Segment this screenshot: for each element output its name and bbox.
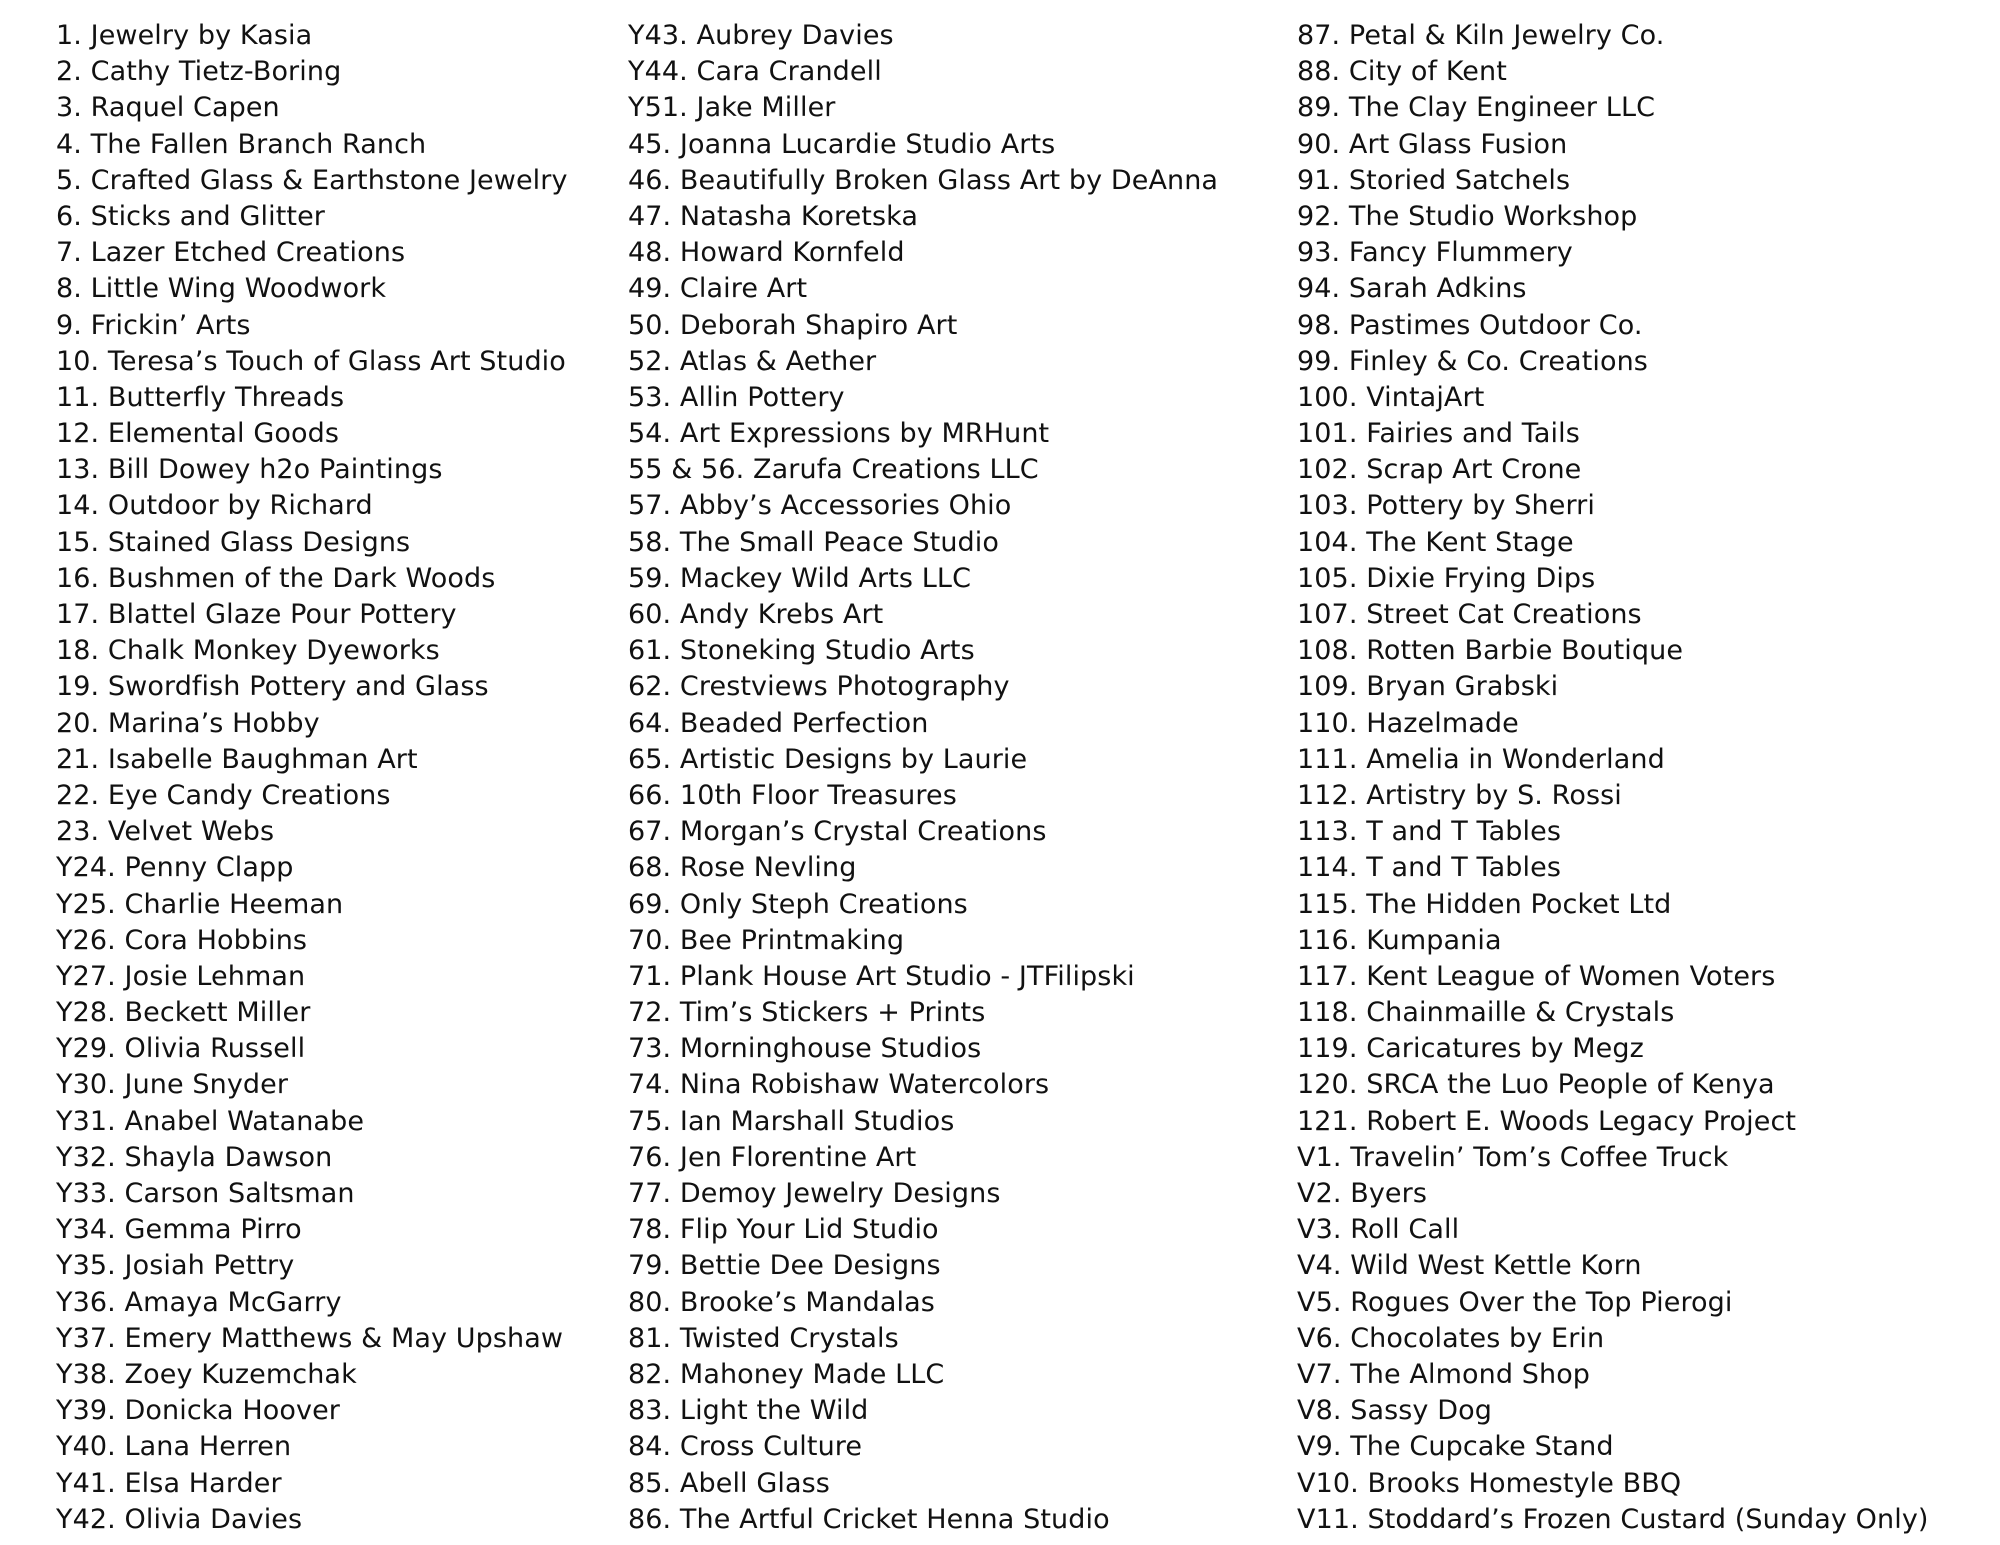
vendor-list-item: 54. Art Expressions by MRHunt [628, 418, 1050, 450]
vendor-list-item: 23. Velvet Webs [56, 816, 275, 848]
vendor-list-item: 57. Abby’s Accessories Ohio [628, 490, 1012, 522]
vendor-list-item: 52. Atlas & Aether [628, 345, 877, 377]
vendor-list-item: V6. Chocolates by Erin [1297, 1322, 1605, 1354]
vendor-list-item: 74. Nina Robishaw Watercolors [628, 1069, 1050, 1101]
vendor-list-item: Y24. Penny Clapp [56, 852, 294, 884]
vendor-list-item: 20. Marina’s Hobby [56, 707, 320, 739]
vendor-list-item: 119. Caricatures by Megz [1297, 1033, 1644, 1065]
vendor-list-item: 89. The Clay Engineer LLC [1297, 92, 1656, 124]
vendor-list-item: 45. Joanna Lucardie Studio Arts [628, 128, 1056, 160]
vendor-list-item: 21. Isabelle Baughman Art [56, 743, 418, 775]
vendor-list-item: 46. Beautifully Broken Glass Art by DeAnna [628, 164, 1219, 196]
vendor-list-item: 59. Mackey Wild Arts LLC [628, 562, 972, 594]
vendor-list-item: 11. Butterfly Threads [56, 381, 345, 413]
vendor-list-item: 61. Stoneking Studio Arts [628, 635, 975, 667]
vendor-list-item: 62. Crestviews Photography [628, 671, 1010, 703]
vendor-list-item: Y44. Cara Crandell [628, 56, 882, 88]
vendor-list-item: V10. Brooks Homestyle BBQ [1297, 1467, 1682, 1499]
vendor-list-item: 90. Art Glass Fusion [1297, 128, 1568, 160]
vendor-list-item: V8. Sassy Dog [1297, 1395, 1492, 1427]
vendor-list-item: 116. Kumpania [1297, 924, 1502, 956]
vendor-list-item: Y33. Carson Saltsman [56, 1178, 355, 1209]
vendor-list-item: 15. Stained Glass Designs [56, 526, 411, 558]
vendor-list-item: Y35. Josiah Pettry [56, 1250, 295, 1282]
vendor-list-item: 92. The Studio Workshop [1297, 200, 1638, 232]
vendor-list-item: 86. The Artful Cricket Henna Studio [628, 1503, 1110, 1535]
vendor-list-item: 64. Beaded Perfection [628, 707, 929, 739]
vendor-list-item: 105. Dixie Frying Dips [1297, 562, 1596, 594]
vendor-list-item: 6. Sticks and Glitter [56, 200, 325, 232]
vendor-list-item: 65. Artistic Designs by Laurie [628, 743, 1028, 775]
vendor-list-item: 81. Twisted Crystals [628, 1322, 899, 1354]
vendor-list-item: 110. Hazelmade [1297, 707, 1519, 739]
vendor-list-item: 94. Sarah Adkins [1297, 273, 1527, 305]
vendor-list-item: 68. Rose Nevling [628, 852, 857, 884]
vendor-list-item: Y51. Jake Miller [628, 92, 836, 124]
vendor-list-item: 72. Tim’s Stickers + Prints [628, 997, 986, 1029]
vendor-list-item: 19. Swordfish Pottery and Glass [56, 671, 489, 703]
vendor-list-item: Y42. Olivia Davies [56, 1503, 303, 1535]
vendor-list-item: Y39. Donicka Hoover [56, 1395, 341, 1427]
vendor-list-item: 22. Eye Candy Creations [56, 779, 391, 811]
vendor-list-item: 3. Raquel Capen [56, 92, 280, 124]
vendor-list-item: Y29. Olivia Russell [56, 1033, 306, 1065]
vendor-list-item: 117. Kent League of Women Voters [1297, 960, 1776, 992]
vendor-list-item: 103. Pottery by Sherri [1297, 490, 1595, 522]
vendor-list-item: 115. The Hidden Pocket Ltd [1297, 888, 1672, 920]
vendor-list-item: 71. Plank House Art Studio - JTFilipski [628, 960, 1135, 992]
vendor-list-item: Y31. Anabel Watanabe [56, 1105, 365, 1137]
vendor-list-item: V2. Byers [1297, 1178, 1427, 1209]
vendor-list-item: Y38. Zoey Kuzemchak [56, 1358, 357, 1390]
vendor-list-item: 114. T and T Tables [1297, 852, 1562, 884]
vendor-list-item: Y30. June Snyder [56, 1069, 289, 1101]
vendor-list-item: 4. The Fallen Branch Ranch [56, 128, 427, 160]
vendor-list-item: 58. The Small Peace Studio [628, 526, 1000, 558]
vendor-list-item: 108. Rotten Barbie Boutique [1297, 635, 1684, 667]
vendor-list-item: 55 & 56. Zarufa Creations LLC [628, 454, 1039, 486]
vendor-list-item: 75. Ian Marshall Studios [628, 1105, 955, 1137]
vendor-list-item: 118. Chainmaille & Crystals [1297, 997, 1675, 1029]
vendor-list-item: 5. Crafted Glass & Earthstone Jewelry [56, 164, 568, 196]
vendor-list-item: V3. Roll Call [1297, 1214, 1460, 1246]
vendor-list-item: 49. Claire Art [628, 273, 808, 305]
vendor-list-item: 48. Howard Kornfeld [628, 237, 905, 269]
vendor-list-item: 113. T and T Tables [1297, 816, 1562, 848]
vendor-list-item: 77. Demoy Jewelry Designs [628, 1178, 1001, 1209]
vendor-list-item: 83. Light the Wild [628, 1395, 869, 1427]
vendor-list-item: Y43. Aubrey Davies [628, 20, 894, 51]
vendor-list-item: 16. Bushmen of the Dark Woods [56, 562, 496, 594]
vendor-list-item: 53. Allin Pottery [628, 381, 845, 413]
vendor-list-item: 111. Amelia in Wonderland [1297, 743, 1665, 775]
vendor-list-item: 9. Frickin’ Arts [56, 309, 251, 341]
vendor-list-item: 88. City of Kent [1297, 56, 1507, 88]
vendor-list-item: 82. Mahoney Made LLC [628, 1358, 945, 1390]
vendor-list-item: V11. Stoddard’s Frozen Custard (Sunday Only) [1297, 1503, 1929, 1535]
vendor-list-column-2 [628, 18, 1218, 1538]
vendor-list-item: 104. The Kent Stage [1297, 526, 1574, 558]
vendor-list-item: 8. Little Wing Woodwork [56, 273, 387, 305]
vendor-list-item: V1. Travelin’ Tom’s Coffee Truck [1297, 1141, 1729, 1173]
vendor-list-item: 101. Fairies and Tails [1297, 418, 1580, 450]
vendor-list-item: 10. Teresa’s Touch of Glass Art Studio [56, 345, 566, 377]
vendor-list-item: 79. Bettie Dee Designs [628, 1250, 941, 1282]
vendor-list-item: 112. Artistry by S. Rossi [1297, 779, 1622, 811]
vendor-list-item: 67. Morgan’s Crystal Creations [628, 816, 1047, 848]
vendor-list-item: 1. Jewelry by Kasia [56, 20, 313, 51]
vendor-list-item: 120. SRCA the Luo People of Kenya [1297, 1069, 1775, 1101]
vendor-list-item: 98. Pastimes Outdoor Co. [1297, 309, 1643, 341]
vendor-list-item: Y28. Beckett Miller [56, 997, 311, 1029]
vendor-list-column-3 [1297, 18, 1929, 1538]
vendor-list-item: Y25. Charlie Heeman [56, 888, 344, 920]
vendor-list-item: Y27. Josie Lehman [56, 960, 306, 992]
vendor-list-item: 50. Deborah Shapiro Art [628, 309, 958, 341]
vendor-list-item: 2. Cathy Tietz-Boring [56, 56, 342, 88]
vendor-list-item: 102. Scrap Art Crone [1297, 454, 1582, 486]
vendor-list-item: V9. The Cupcake Stand [1297, 1431, 1614, 1463]
vendor-list-item: 80. Brooke’s Mandalas [628, 1286, 935, 1318]
vendor-list-item: 109. Bryan Grabski [1297, 671, 1559, 703]
vendor-list-item: 91. Storied Satchels [1297, 164, 1571, 196]
vendor-list-item: 47. Natasha Koretska [628, 200, 919, 232]
vendor-list-item: 70. Bee Printmaking [628, 924, 905, 956]
vendor-list-item: V5. Rogues Over the Top Pierogi [1297, 1286, 1733, 1318]
vendor-list-item: V7. The Almond Shop [1297, 1358, 1591, 1390]
vendor-list-item: 87. Petal & Kiln Jewelry Co. [1297, 20, 1665, 51]
vendor-list-item: 13. Bill Dowey h2o Paintings [56, 454, 443, 486]
vendor-list-item: 121. Robert E. Woods Legacy Project [1297, 1105, 1797, 1137]
vendor-list-item: 12. Elemental Goods [56, 418, 340, 450]
vendor-list-item: 73. Morninghouse Studios [628, 1033, 982, 1065]
vendor-list-item: Y32. Shayla Dawson [56, 1141, 333, 1173]
vendor-list-column-1 [56, 18, 568, 1538]
vendor-list-item: 60. Andy Krebs Art [628, 599, 884, 630]
vendor-list-item: 85. Abell Glass [628, 1467, 830, 1499]
vendor-list-item: Y34. Gemma Pirro [56, 1214, 302, 1246]
vendor-list-item: Y36. Amaya McGarry [56, 1286, 342, 1318]
vendor-list-item: 100. VintajArt [1297, 381, 1485, 413]
vendor-list-item: Y37. Emery Matthews & May Upshaw [56, 1322, 564, 1354]
vendor-list-item: Y40. Lana Herren [56, 1431, 292, 1463]
vendor-list-item: 93. Fancy Flummery [1297, 237, 1573, 269]
vendor-list-item: 76. Jen Florentine Art [628, 1141, 917, 1173]
vendor-list-item: 14. Outdoor by Richard [56, 490, 373, 522]
vendor-list-item: 99. Finley & Co. Creations [1297, 345, 1648, 377]
vendor-list-item: 18. Chalk Monkey Dyeworks [56, 635, 440, 667]
vendor-list-item: 84. Cross Culture [628, 1431, 863, 1463]
vendor-list-item: Y41. Elsa Harder [56, 1467, 282, 1499]
vendor-list-item: 69. Only Steph Creations [628, 888, 968, 920]
vendor-list-item: 7. Lazer Etched Creations [56, 237, 406, 269]
vendor-list-item: Y26. Cora Hobbins [56, 924, 308, 956]
vendor-list-item: 17. Blattel Glaze Pour Pottery [56, 599, 457, 630]
vendor-list-item: 66. 10th Floor Treasures [628, 779, 957, 811]
vendor-list-item: V4. Wild West Kettle Korn [1297, 1250, 1642, 1282]
vendor-list-item: 78. Flip Your Lid Studio [628, 1214, 939, 1246]
vendor-list-item: 107. Street Cat Creations [1297, 599, 1642, 630]
